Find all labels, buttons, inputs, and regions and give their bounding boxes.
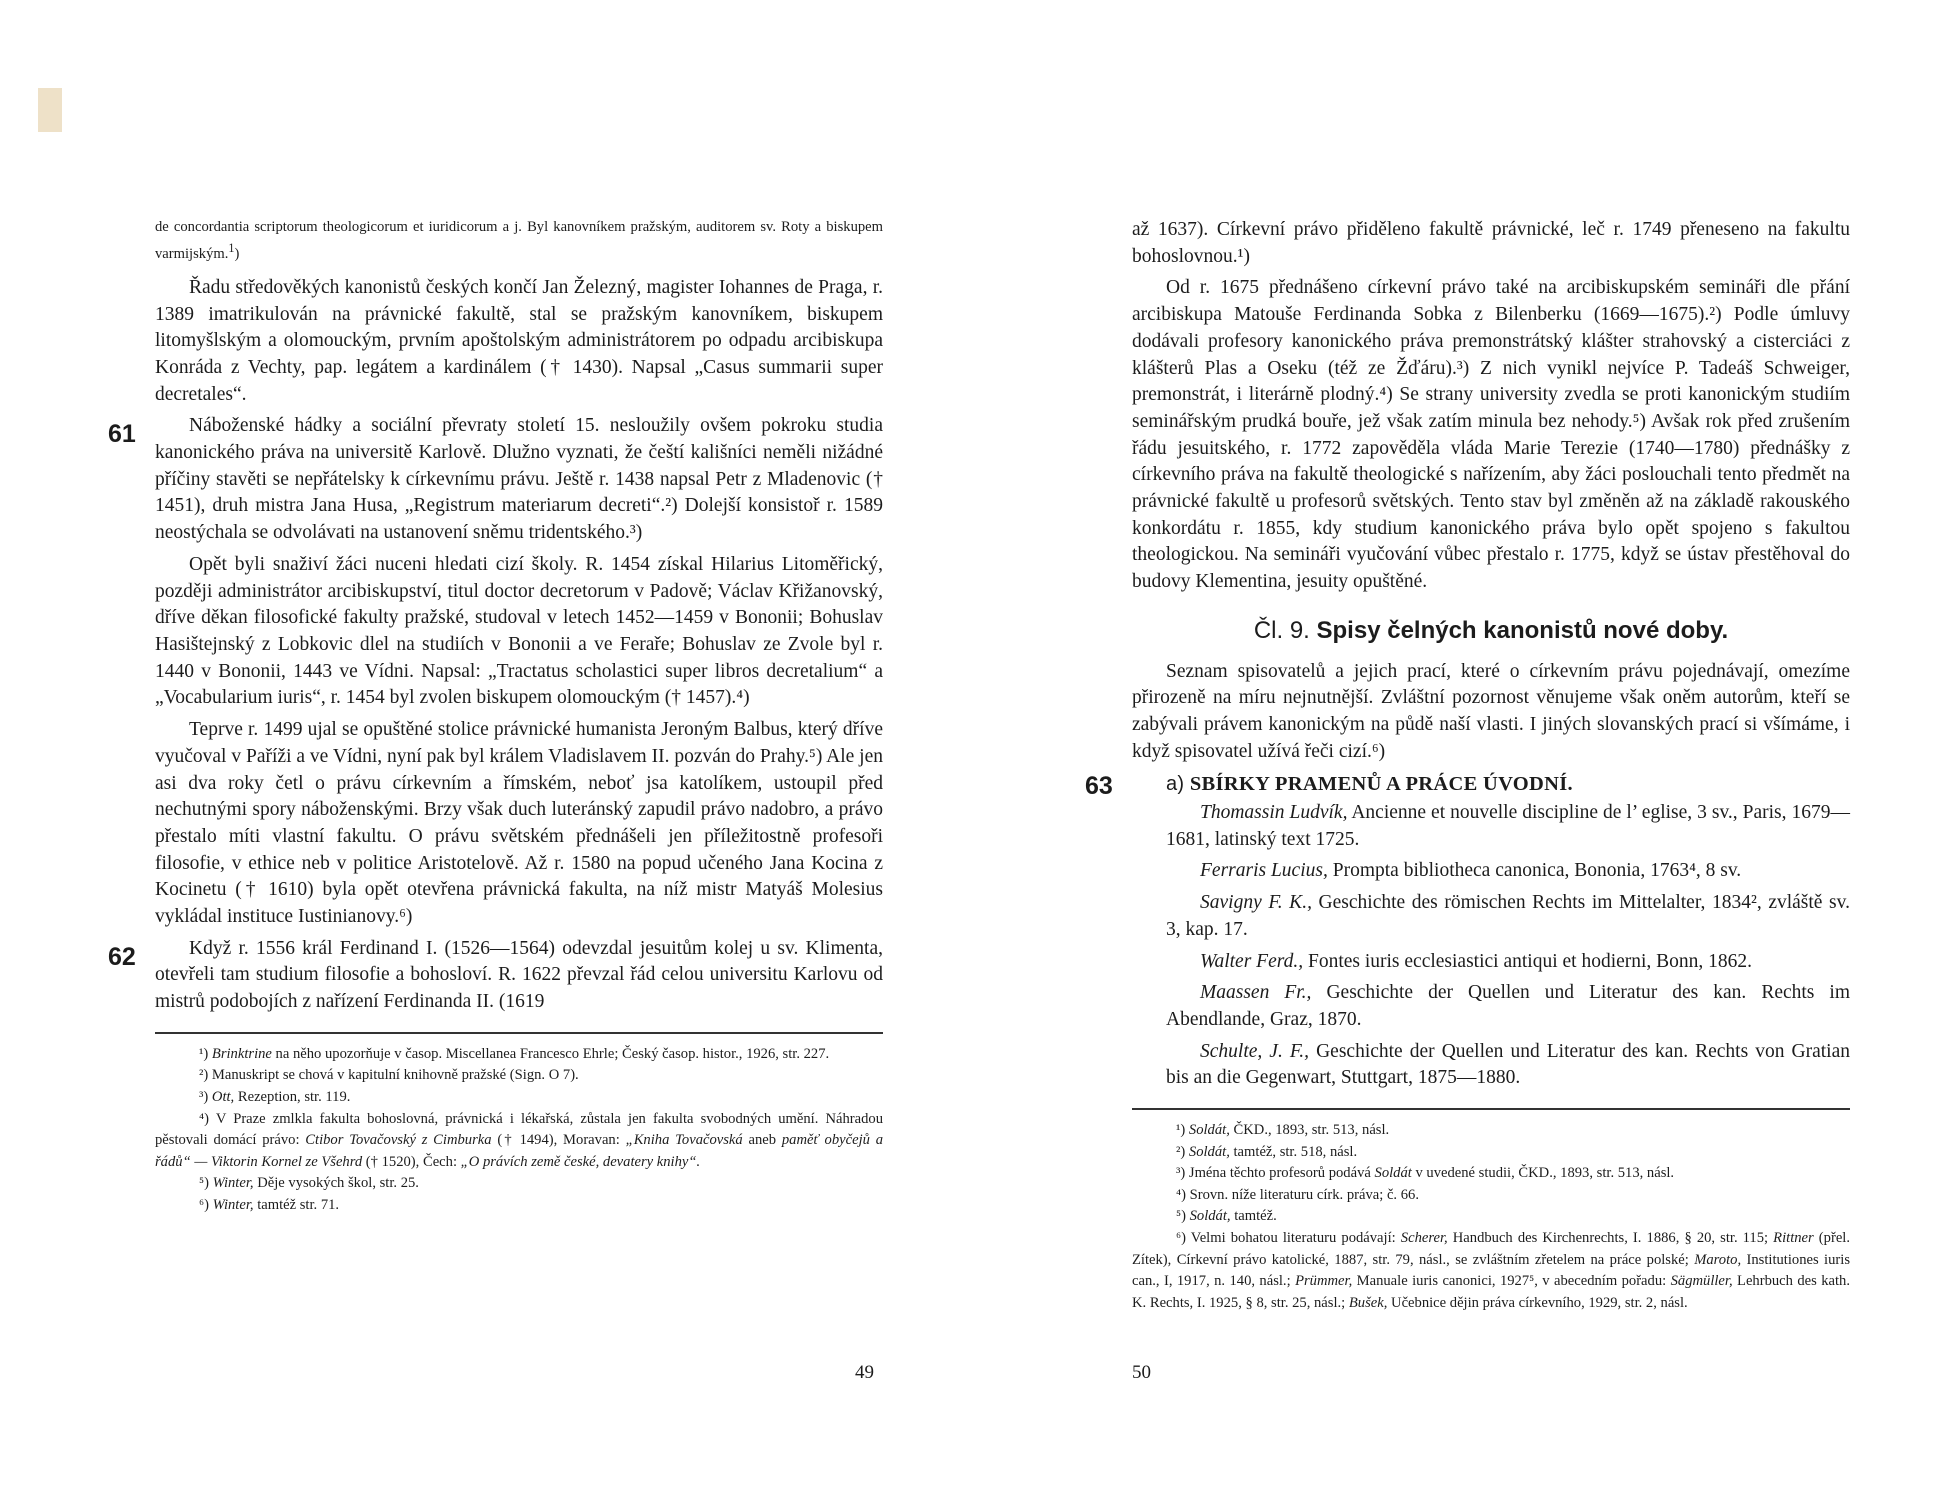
paragraph: Řadu středověkých kanonistů českých končí Jan Železný, magister Iohannes de Praga, r. 1389 imatrikulován na právnické fakultě, stal se pražským kanovníkem, biskupem litomyšlským a olomouckým, prvním apoštolským administrátorem po odpadu arcibiskupa Konráda z Vechty, pap. legátem a kardinálem († 1430). Napsal „Casus summarii super decretales“. <box>155 276 883 405</box>
subsection-heading: a) SBÍRKY PRAMENŮ A PRÁCE ÚVODNÍ. <box>1166 773 1573 796</box>
margin-number: 61 <box>108 420 136 449</box>
paragraph: Teprve r. 1499 ujal se opuštěné stolice právnické humanista Jeroným Balbus, který dříve vyučoval v Paříži a ve Vídni, nyní pak byl králem Vladislavem II. pozván do Prahy.⁵) Ale jen asi dva roky četl o právu církevním a římském, neboť jsa katolíkem, ustoupil před nechutnými spory náboženskými. Brzy však duch luteránský zapudil právo nadobro, a právo přestalo míti vlastní fakultu. O právu světském přednášeli jen příležitostně profesoři filosofie, v ethice neb v politice Aristotelově. Až r. 1580 na popud učeného Jana Kocina z Kocinetu († 1610) byla opět otevřena právnická fakulta, na níž mistr Matyáš Molesius vykládal instituce Iustinianovy.⁶) <box>155 719 883 928</box>
right-body <box>1085 217 1850 1092</box>
section-63 <box>1085 771 1850 801</box>
footnote: ⁶) Velmi bohatou literaturu podávají: Scherer, Handbuch des Kirchenrechts, I. 1886, § 20, str. 115; Rittner (přel. Zítek), Církevní právo katolické, 1887, str. 79, násl., se zvláštním zřetelem na práce polské; Maroto, Institutiones iuris can., I, 1917, n. 140, násl.; Prümmer, Manuale iuris canonici, 1927⁵, v abecedním pořadu: Sägmüller, Lehrbuch des kath. K. Rechts, I. 1925, § 8, str. 25, násl.; Bušek, Učebnice dějin práva církevního, 1929, str. 2, násl. <box>1132 1230 1851 1311</box>
bibliography-entry: Schulte, J. F., Geschichte der Quellen und Literatur des kan. Rechts von Gratian bis an die Gegenwart, Stuttgart, 1875—1880. <box>1166 1040 1850 1089</box>
paragraph: Když r. 1556 král Ferdinand I. (1526—1564) odevzdal jesuitům kolej u sv. Klimenta, otevřeli tam studium filosofie a bohosloví. R. 1622 převzal řád celou universitu Karlovu od mistrů podobojích z nařízení Ferdinanda II. (1619 <box>155 937 883 1013</box>
footnote: ²) Manuskript se chová v kapitulní knihovně pražské (Sign. O 7). <box>199 1067 579 1084</box>
footnote: ²) Soldát, tamtéž, str. 518, násl. <box>1176 1143 1358 1160</box>
footnote: ⁵) Soldát, tamtéž. <box>1176 1208 1277 1225</box>
footnote: ¹) Soldát, ČKD., 1893, str. 513, násl. <box>1176 1122 1390 1139</box>
footnote-rule <box>1132 1108 1850 1110</box>
paragraph: až 1637). Církevní právo přiděleno fakultě právnické, leč r. 1749 přeneseno na fakultu bohoslovnou.¹) <box>1132 219 1850 267</box>
bibliography-entry: Ferraris Lucius, Prompta bibliotheca canonica, Bononia, 1763⁴, 8 sv. <box>1200 860 1742 882</box>
margin-number: 62 <box>108 942 136 971</box>
right-footnotes <box>1132 1120 1850 1314</box>
footnote: ⁵) Winter, Děje vysokých škol, str. 25. <box>199 1175 419 1192</box>
intro-small-text: de concordantia scriptorum theologicorum et iuridicorum a j. Byl kanovníkem pražským, auditorem sv. Roty a biskupem varmijským.$^1$) <box>155 219 883 262</box>
left-body <box>108 275 883 1016</box>
right-page <box>980 0 1960 1500</box>
paragraph: Od r. 1675 přednášeno církevní právo také na arcibiskupském semináři dle přání arcibiskupa Matouše Ferdinanda Sobka z Bilenberku (1669—1675).²) Podle úmluvy dodávali profesory kanonického práva premonstrátský klášter strahovský a cisterciáci z klášterů Plas a Oseku (též ze Žďáru).³) Z nich vynikl nejvíce P. Tadeáš Schweiger, premonstrát, i literárně plodný.⁴) Se strany university zvedla se proti kanonickým studiím seminářským prudká bouře, jež však zatím minula bez nehody.⁵) Avšak rok před zrušením řádu jesuitského, r. 1772 zapověděla vláda Marie Terezie (1740—1780) přednášky z církevního práva na fakultě theologické s nařízením, aby žáci poslouchali tento předmět na právnické fakultě u profesorů světských. Tento stav byl změněn až na základě rakouského konkordátu r. 1855, kdy studium kanonického práva bylo opět spojeno s fakultou theologickou. Na semináři vyučování vůbec přestalo r. 1775, když se ústav přestěhoval do budovy Klementina, jesuity opuštěné. <box>1132 277 1850 593</box>
footnote: ⁴) V Praze zmlkla fakulta bohoslovná, právnická i lékařská, zůstala jen fakulta svobodných umění. Náhradou pěstovali domácí právo: Ctibor Tovačovský z Cimburka († 1494), Moravan: „Kniha Tovačovská aneb paměť obyčejů a řádů“ — Viktorin Kornel ze Všehrd († 1520), Čech: „O právích země české, devatery knihy“. <box>155 1110 884 1170</box>
page-number: 50 <box>1132 1362 1151 1383</box>
paragraph: Opět byli snaživí žáci nuceni hledati cizí školy. R. 1454 získal Hilarius Litoměřický, později administrátor arcibiskupství, titul doctor decretorum v Padově; Václav Křižanovský, dříve děkan filosofické fakulty pražské, studoval v letech 1452—1459 v Bononii; Bohuslav Hasištejnský z Lobkovic dlel na studiích v Bononii a ve Feraře; Bohuslav ze Zvole byl r. 1440 v Bononii, 1443 ve Vídni. Napsal: „Tractatus scholastici super libros decretalium“ a „Vocabularium iuris“, r. 1454 byl zvolen biskupem olomouckým († 1457).⁴) <box>155 553 883 709</box>
footnote: ¹) Brinktrine na něho upozorňuje v časop. Miscellanea Francesco Ehrle; Český časop. histor., 1926, str. 227. <box>199 1045 830 1062</box>
footnote: ³) Ott, Rezeption, str. 119. <box>199 1089 351 1106</box>
bibliography-entry: Thomassin Ludvík, Ancienne et nouvelle discipline de l’ eglise, 3 sv., Paris, 1679—1681, latinský text 1725. <box>1166 802 1850 850</box>
margin-number: 63 <box>1085 772 1113 801</box>
footnote: ³) Jména těchto profesorů podává Soldát v uvedené studii, ČKD., 1893, str. 513, násl. <box>1176 1165 1675 1182</box>
right-text-column <box>1085 217 1851 1314</box>
paragraph: Seznam spisovatelů a jejich prací, které o církevním právu pojednávají, omezíme přirozeně na míru nejnutnější. Zvláštní pozornost věnujeme však oněm autorům, kteří se zabývali právem kanonickým na půdě naší vlasti. I jiných slovanských prací si všímáme, i když spisovatel užívá řeči cizí.⁶) <box>1132 660 1850 762</box>
paragraph: Náboženské hádky a sociální převraty století 15. nesloužily ovšem pokroku studia kanonického práva na universitě Karlově. Dlužno vyznati, že čeští kališníci neměli nižádné příčiny stavěti se nepřátelsky k církevnímu právu. Ještě r. 1438 napsal Petr z Mladenovic († 1451), druh mistra Jana Husa, „Registrum materiarum decreti“.²) Dolejší konsistoř r. 1589 neostýchala se odvolávati na ustanovení sněmu tridentského.³) <box>155 415 883 544</box>
footnote: ⁶) Winter, tamtéž str. 71. <box>199 1197 340 1213</box>
section-heading <box>1132 618 1850 645</box>
bibliography-entry: Savigny F. K., Geschichte des römischen Rechts im Mittelalter, 1834², zvláště sv. 3, kap. 17. <box>1166 892 1850 940</box>
section-number: Čl. 9. <box>1253 616 1310 644</box>
left-text-column <box>108 217 884 1217</box>
footnote: ⁴) Srovn. níže literaturu círk. práva; č. 66. <box>1176 1186 1419 1203</box>
bibliography-entry: Maassen Fr., Geschichte der Quellen und Literatur des kan. Rechts im Abendlande, Graz, 1870. <box>1166 982 1850 1030</box>
left-footnotes <box>155 1044 883 1217</box>
section-title: Spisy čelných kanonistů nové doby. <box>1316 616 1729 644</box>
page-number: 49 <box>855 1362 874 1383</box>
section-62 <box>108 936 883 1016</box>
bibliography-entry: Walter Ferd., Fontes iuris ecclesiastici antiqui et hodierni, Bonn, 1862. <box>1200 950 1753 972</box>
footnote-rule <box>155 1032 883 1034</box>
section-61 <box>108 413 883 547</box>
